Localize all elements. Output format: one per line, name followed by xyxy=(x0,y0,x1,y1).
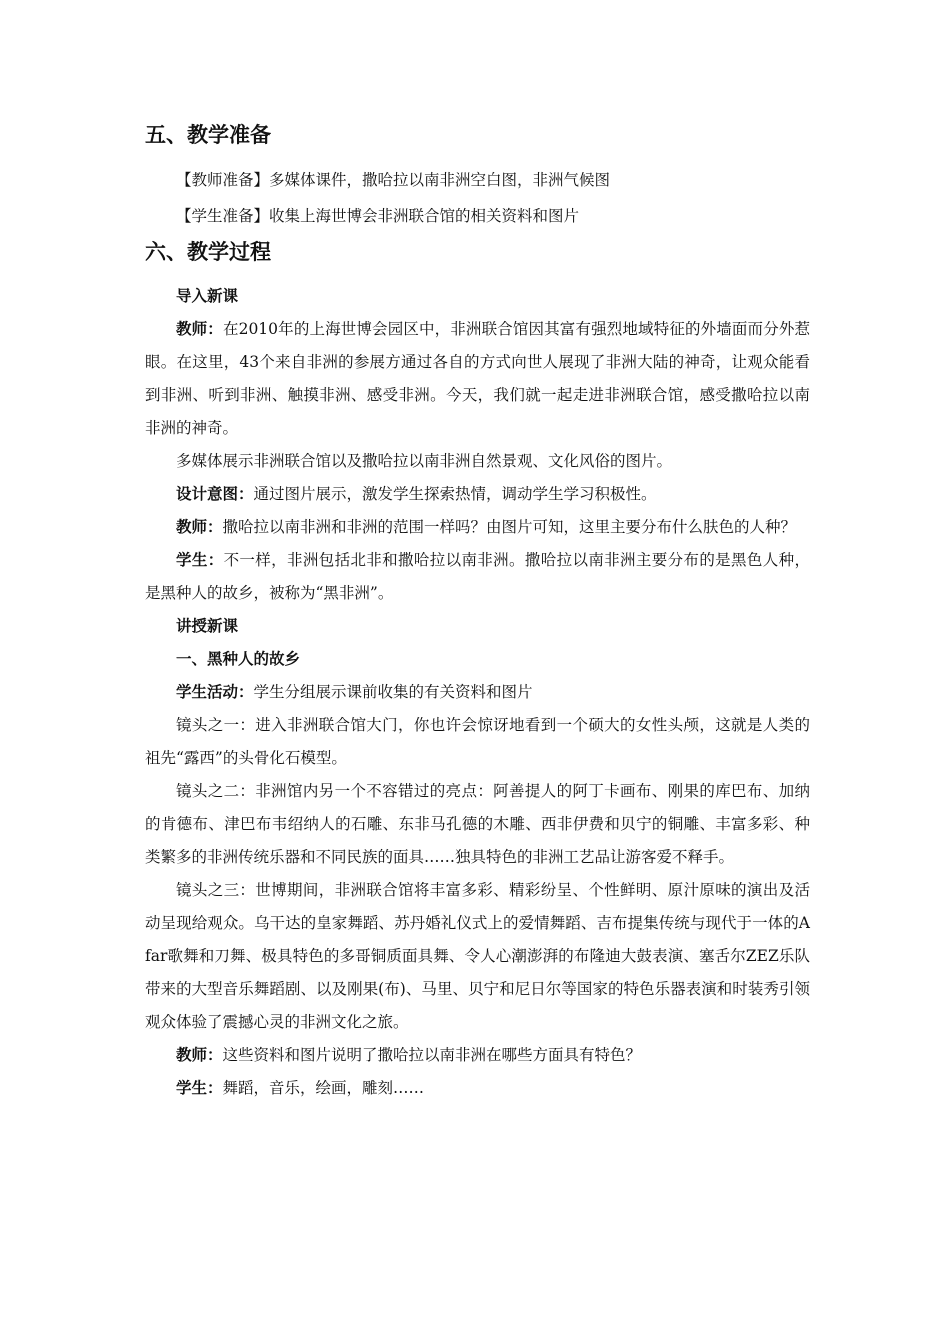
paragraph-teacher-question xyxy=(145,511,810,544)
paragraph-multimedia: 多媒体展示非洲联合馆以及撒哈拉以南非洲自然景观、文化风俗的图片。 xyxy=(176,452,673,470)
section-heading-teaching-preparation: 五、教学准备 xyxy=(145,123,271,147)
section-heading-teaching-process: 六、教学过程 xyxy=(145,240,271,264)
speaker-label: 设计意图： xyxy=(176,485,254,503)
paragraph-student-activity xyxy=(145,676,810,709)
paragraph-scene-one: 镜头之一：进入非洲联合馆大门，你也许会惊讶地看到一个硕大的女性头颅，这就是人类的祖先“露西”的头骨化石模型。 xyxy=(145,716,810,767)
paragraph-scene-three: 镜头之三：世博期间，非洲联合馆将丰富多彩、精彩纷呈、个性鲜明、原汁原味的演出及活动呈现给观众。乌干达的皇家舞蹈、苏丹婚礼仪式上的爱情舞蹈、吉布提集传统与现代于一体的Afar歌舞和刀舞、极具特色的多哥铜质面具舞、令人心潮澎湃的布隆迪大鼓表演、塞舌尔ZEZ乐队带来的大型音乐舞蹈剧、以及刚果(布)、马里、贝宁和尼日尔等国家的特色乐器表演和时装秀引领观众体验了震撼心灵的非洲文化之旅。 xyxy=(145,881,810,1031)
speaker-label: 学生活动： xyxy=(176,683,254,701)
speaker-label: 教师： xyxy=(176,518,223,536)
paragraph-student-followup xyxy=(145,1072,810,1105)
paragraph-design-intent xyxy=(145,478,810,511)
paragraph-teacher-intro xyxy=(145,313,810,445)
student-preparation: 【学生准备】收集上海世博会非洲联合馆的相关资料和图片 xyxy=(176,207,580,225)
teacher-preparation: 【教师准备】多媒体课件，撒哈拉以南非洲空白图，非洲气候图 xyxy=(176,171,611,189)
subheading-homeland: 一、黑种人的故乡 xyxy=(176,650,301,668)
speaker-label: 学生： xyxy=(176,1079,223,1097)
paragraph-student-answer xyxy=(145,544,810,610)
subheading-lecture: 讲授新课 xyxy=(176,617,239,635)
paragraph-text: 舞蹈，音乐，绘画，雕刻…… xyxy=(222,1079,425,1097)
paragraph-text: 撒哈拉以南非洲和非洲的范围一样吗？由图片可知，这里主要分布什么肤色的人种？ xyxy=(222,518,797,536)
speaker-label: 教师： xyxy=(176,1046,223,1064)
speaker-label: 学生： xyxy=(176,551,224,569)
paragraph-text: 不一样，非洲包括北非和撒哈拉以南非洲。撒哈拉以南非洲主要分布的是黑色人种，是黑种人的故乡，被称为“黑非洲”。 xyxy=(145,551,810,602)
paragraph-text: 通过图片展示，激发学生探索热情，调动学生学习积极性。 xyxy=(253,485,657,503)
paragraph-text: 学生分组展示课前收集的有关资料和图片 xyxy=(253,683,533,701)
subheading-intro: 导入新课 xyxy=(176,287,239,305)
paragraph-text: 在2010年的上海世博会园区中，非洲联合馆因其富有强烈地域特征的外墙面而分外惹眼。在这里，43个来自非洲的参展方通过各自的方式向世人展现了非洲大陆的神奇，让观众能看到非洲、听到非洲、触摸非洲、感受非洲。今天，我们就一起走进非洲联合馆，感受撒哈拉以南非洲的神奇。 xyxy=(145,320,810,437)
speaker-label: 教师： xyxy=(176,320,223,338)
document-body xyxy=(145,120,810,1105)
paragraph-teacher-followup xyxy=(145,1039,810,1072)
paragraph-text: 这些资料和图片说明了撒哈拉以南非洲在哪些方面具有特色？ xyxy=(222,1046,642,1064)
paragraph-scene-two: 镜头之二：非洲馆内另一个不容错过的亮点：阿善提人的阿丁卡画布、刚果的库巴布、加纳的肯德布、津巴布韦绍纳人的石雕、东非马孔德的木雕、西非伊费和贝宁的铜雕、丰富多彩、种类繁多的非洲传统乐器和不同民族的面具……独具特色的非洲工艺品让游客爱不释手。 xyxy=(145,782,810,866)
